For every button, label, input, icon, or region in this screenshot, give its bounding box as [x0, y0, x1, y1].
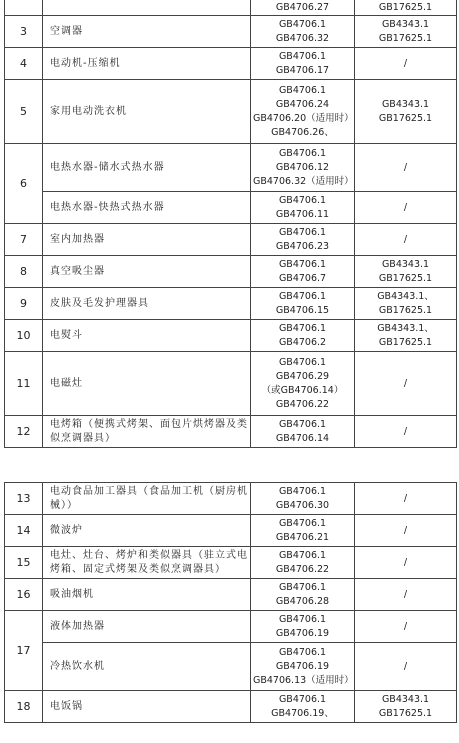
- product-name: 电饭锅: [43, 691, 251, 723]
- product-name: 吸油烟机: [43, 579, 251, 611]
- product-name: 微波炉: [43, 515, 251, 547]
- safety-standards: [251, 547, 355, 579]
- emc-standards-line: /: [403, 556, 408, 568]
- safety-standards-line: GB4706.28: [275, 595, 330, 607]
- safety-standards-line: GB4706.1: [278, 147, 327, 159]
- safety-standards: [251, 288, 355, 320]
- item-number: 13: [5, 483, 43, 515]
- safety-standards-line: GB4706.32（适用时）: [253, 175, 354, 187]
- item-number: 17: [5, 611, 43, 691]
- emc-standards: [355, 691, 457, 723]
- item-number: 11: [5, 352, 43, 416]
- product-name: 真空吸尘器: [43, 256, 251, 288]
- safety-standards-line: GB4706.1: [278, 356, 327, 368]
- product-name: 家用电动洗衣机: [43, 80, 251, 144]
- safety-standards-line: GB4706.1: [278, 693, 327, 705]
- safety-standards-line: GB4706.1: [278, 485, 327, 497]
- product-name: [43, 0, 251, 16]
- product-name: 液体加热器: [43, 611, 251, 643]
- item-number: 8: [5, 256, 43, 288]
- emc-standards: [355, 515, 457, 547]
- item-number: 10: [5, 320, 43, 352]
- emc-standards: [355, 192, 457, 224]
- safety-standards-line: GB4706.30: [275, 499, 330, 511]
- safety-standards-line: GB4706.7: [278, 272, 327, 284]
- item-number: 15: [5, 547, 43, 579]
- item-number: [5, 0, 43, 16]
- product-name: 电熨斗: [43, 320, 251, 352]
- table-row: [5, 224, 457, 256]
- safety-standards: [251, 643, 355, 691]
- table-row: [5, 0, 457, 16]
- product-name: 室内加热器: [43, 224, 251, 256]
- safety-standards: [251, 416, 355, 448]
- table-row: [5, 611, 457, 643]
- safety-standards-line: GB4706.1: [278, 646, 327, 658]
- emc-standards: [355, 0, 457, 16]
- emc-standards: [355, 80, 457, 144]
- safety-standards-line: GB4706.23: [275, 240, 330, 252]
- emc-standards: [355, 643, 457, 691]
- safety-standards-line: GB4706.1: [278, 581, 327, 593]
- item-number: 5: [5, 80, 43, 144]
- emc-standards-line: GB4343.1: [381, 693, 430, 705]
- item-number: 6: [5, 144, 43, 224]
- item-number: 7: [5, 224, 43, 256]
- emc-standards-line: GB17625.1: [378, 304, 433, 316]
- safety-standards: [251, 16, 355, 48]
- table-row: [5, 547, 457, 579]
- table-row: [5, 48, 457, 80]
- emc-standards-line: /: [403, 588, 408, 600]
- safety-standards-line: GB4706.24: [275, 98, 330, 110]
- emc-standards: [355, 579, 457, 611]
- table-row: [5, 483, 457, 515]
- safety-standards: [251, 515, 355, 547]
- safety-standards: [251, 48, 355, 80]
- product-name: 电热水器-储水式热水器: [43, 144, 251, 192]
- safety-standards-line: GB4706.19: [275, 627, 330, 639]
- safety-standards: [251, 192, 355, 224]
- emc-standards: [355, 144, 457, 192]
- emc-standards: [355, 48, 457, 80]
- table-row: [5, 416, 457, 448]
- table-row: [5, 643, 457, 691]
- product-name: 电动机-压缩机: [43, 48, 251, 80]
- safety-standards-line: GB4706.22: [275, 563, 330, 575]
- emc-standards-line: /: [403, 620, 408, 632]
- product-name: 电灶、灶台、烤炉和类似器具（驻立式电烤箱、固定式烤架及类似烹调器具）: [43, 547, 251, 579]
- safety-standards: [251, 224, 355, 256]
- safety-standards-line: GB4706.19: [275, 660, 330, 672]
- safety-standards: [251, 320, 355, 352]
- table-row: [5, 288, 457, 320]
- emc-standards: [355, 224, 457, 256]
- emc-standards-line: GB17625.1: [378, 32, 433, 44]
- safety-standards-line: GB4706.1: [278, 18, 327, 30]
- emc-standards-line: /: [403, 660, 408, 672]
- safety-standards: [251, 579, 355, 611]
- safety-standards: [251, 352, 355, 416]
- safety-standards-line: GB4706.29: [275, 370, 330, 382]
- product-name: 电烤箱（便携式烤架、面包片烘烤器及类似烹调器具）: [43, 416, 251, 448]
- emc-standards-line: /: [403, 161, 408, 173]
- safety-standards-line: GB4706.1: [278, 549, 327, 561]
- emc-standards-line: GB17625.1: [378, 1, 433, 13]
- safety-standards-line: GB4706.13（适用时）: [253, 674, 354, 686]
- safety-standards-line: GB4706.15: [275, 304, 330, 316]
- table-row: [5, 579, 457, 611]
- emc-standards-line: GB4343.1、: [377, 290, 434, 302]
- safety-standards-line: GB4706.11: [275, 208, 330, 220]
- safety-standards: [251, 256, 355, 288]
- safety-standards-line: GB4706.1: [278, 322, 327, 334]
- item-number: 9: [5, 288, 43, 320]
- emc-standards: [355, 320, 457, 352]
- table-row: [5, 515, 457, 547]
- emc-standards: [355, 256, 457, 288]
- safety-standards: [251, 691, 355, 723]
- emc-standards-line: /: [403, 377, 408, 389]
- emc-standards-line: /: [403, 233, 408, 245]
- emc-standards-line: /: [403, 492, 408, 504]
- product-name: 冷热饮水机: [43, 643, 251, 691]
- item-number: 14: [5, 515, 43, 547]
- emc-standards-line: GB17625.1: [378, 336, 433, 348]
- emc-standards-line: GB4343.1: [381, 18, 430, 30]
- safety-standards-line: GB4706.1: [278, 517, 327, 529]
- emc-standards: [355, 288, 457, 320]
- safety-standards: [251, 611, 355, 643]
- item-number: 3: [5, 16, 43, 48]
- item-number: 16: [5, 579, 43, 611]
- emc-standards-line: GB4343.1、: [377, 322, 434, 334]
- safety-standards-line: GB4706.12: [275, 161, 330, 173]
- safety-standards-line: GB4706.22: [275, 398, 330, 410]
- emc-standards: [355, 352, 457, 416]
- standards-table-part2: [4, 482, 457, 723]
- safety-standards-line: GB4706.19、: [271, 707, 334, 719]
- safety-standards: [251, 483, 355, 515]
- table-row: [5, 256, 457, 288]
- safety-standards-line: GB4706.2: [278, 336, 327, 348]
- table-body-part1: [5, 0, 457, 448]
- emc-standards: [355, 16, 457, 48]
- item-number: 4: [5, 48, 43, 80]
- emc-standards-line: GB17625.1: [378, 112, 433, 124]
- emc-standards: [355, 416, 457, 448]
- product-name: 电磁灶: [43, 352, 251, 416]
- safety-standards: [251, 0, 355, 16]
- safety-standards-line: GB4706.20（适用时）: [253, 112, 354, 124]
- table-row: [5, 16, 457, 48]
- emc-standards-line: /: [403, 425, 408, 437]
- table-row: [5, 691, 457, 723]
- emc-standards-line: /: [403, 524, 408, 536]
- safety-standards-line: GB4706.17: [275, 64, 330, 76]
- safety-standards-line: GB4706.1: [278, 258, 327, 270]
- product-name: 空调器: [43, 16, 251, 48]
- safety-standards-line: GB4706.21: [275, 531, 330, 543]
- emc-standards: [355, 547, 457, 579]
- table-body-part2: [5, 483, 457, 723]
- safety-standards-line: GB4706.1: [278, 613, 327, 625]
- safety-standards-line: GB4706.26、: [271, 126, 334, 138]
- table-row: [5, 320, 457, 352]
- safety-standards-line: GB4706.1: [278, 84, 327, 96]
- emc-standards-line: GB17625.1: [378, 707, 433, 719]
- item-number: 18: [5, 691, 43, 723]
- safety-standards-line: GB4706.1: [278, 290, 327, 302]
- emc-standards: [355, 611, 457, 643]
- item-number: 12: [5, 416, 43, 448]
- product-name: 电热水器-快热式热水器: [43, 192, 251, 224]
- product-name: 皮肤及毛发护理器具: [43, 288, 251, 320]
- safety-standards-line: GB4706.32: [275, 32, 330, 44]
- emc-standards-line: /: [403, 57, 408, 69]
- table-row: [5, 144, 457, 192]
- safety-standards: [251, 80, 355, 144]
- safety-standards: [251, 144, 355, 192]
- emc-standards: [355, 483, 457, 515]
- emc-standards-line: /: [403, 201, 408, 213]
- safety-standards-line: GB4706.1: [278, 226, 327, 238]
- table-row: [5, 192, 457, 224]
- safety-standards-line: GB4706.27: [275, 1, 330, 13]
- safety-standards-line: GB4706.14: [275, 432, 330, 444]
- emc-standards-line: GB4343.1: [381, 98, 430, 110]
- emc-standards-line: GB4343.1: [381, 258, 430, 270]
- safety-standards-line: GB4706.1: [278, 418, 327, 430]
- safety-standards-line: GB4706.1: [278, 50, 327, 62]
- safety-standards-line: GB4706.1: [278, 194, 327, 206]
- table-row: [5, 352, 457, 416]
- emc-standards-line: GB17625.1: [378, 272, 433, 284]
- safety-standards-line: （或GB4706.14）: [261, 384, 344, 396]
- standards-table-part1: [4, 0, 457, 448]
- table-row: [5, 80, 457, 144]
- product-name: 电动食品加工器具（食品加工机（厨房机械））: [43, 483, 251, 515]
